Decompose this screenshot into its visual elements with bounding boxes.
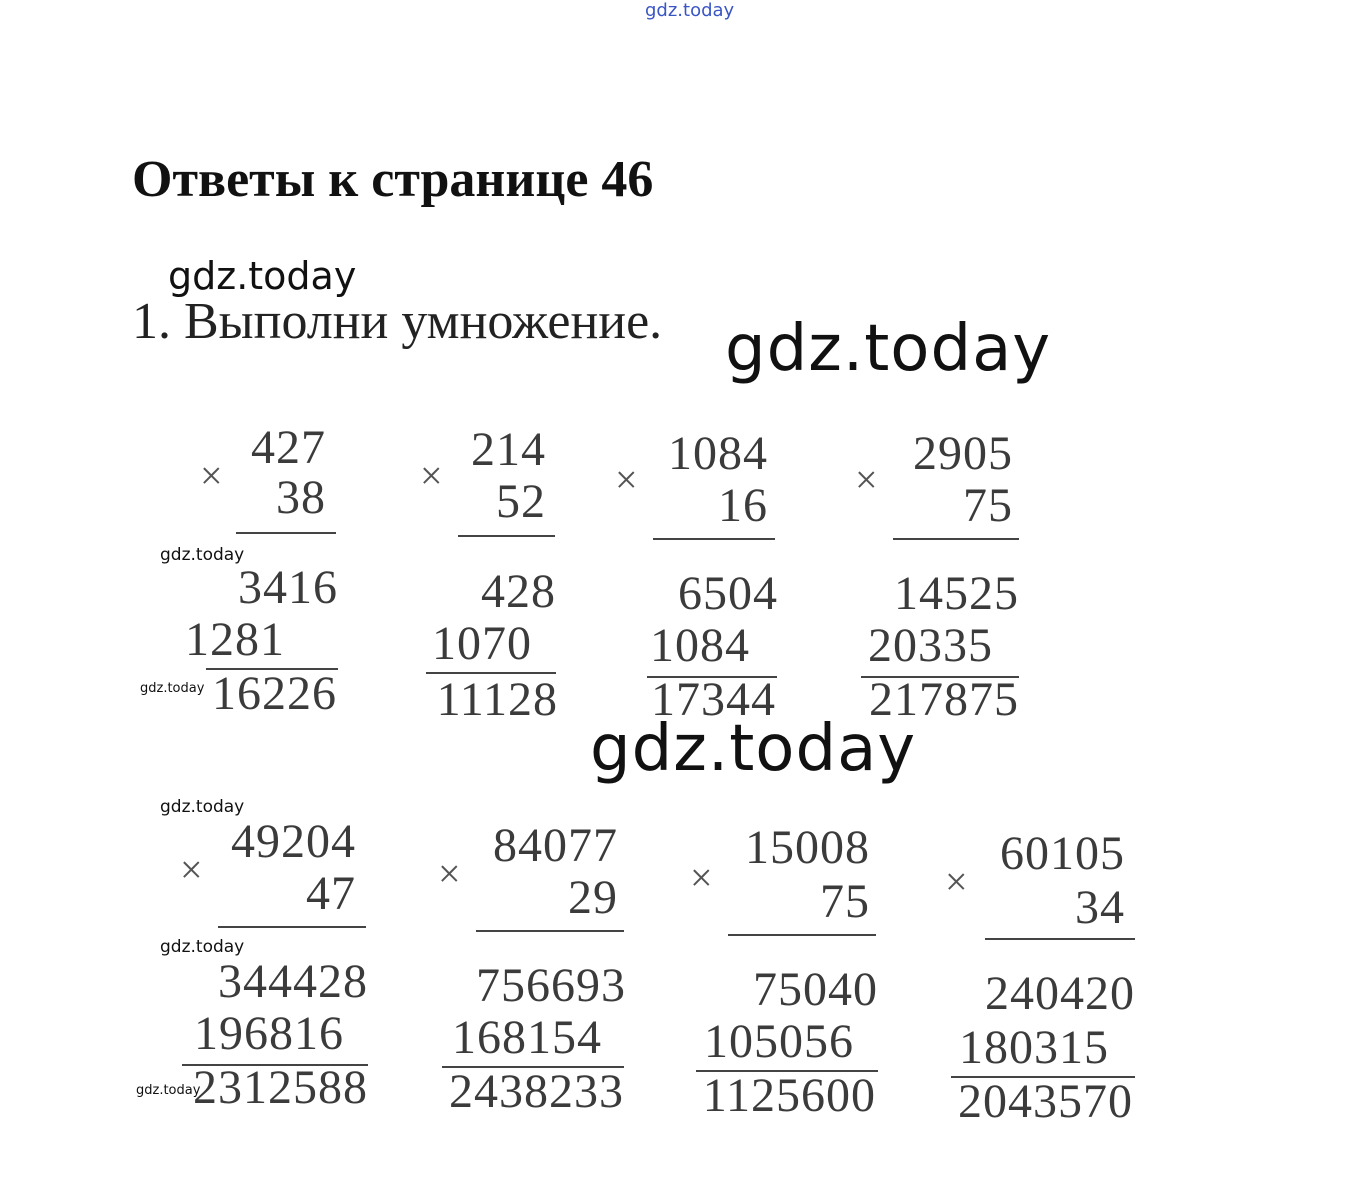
times-sign: × — [615, 457, 638, 502]
product-result: 2043570 — [958, 1075, 1133, 1128]
times-sign: × — [180, 847, 203, 892]
multiplier: 38 — [276, 471, 326, 524]
multiplier: 34 — [1075, 881, 1125, 934]
times-sign: × — [420, 453, 443, 498]
multiplication-problem — [615, 420, 780, 740]
partial-product-2: 1281 — [185, 613, 285, 666]
watermark: gdz.today — [160, 797, 245, 817]
rule-line — [218, 926, 366, 928]
multiplier: 52 — [496, 475, 546, 528]
partial-product-1: 240420 — [985, 967, 1135, 1020]
rule-line — [236, 532, 336, 534]
times-sign: × — [690, 855, 713, 900]
partial-product-1: 6504 — [678, 567, 778, 620]
product-result: 2312588 — [193, 1061, 368, 1114]
multiplier: 75 — [963, 479, 1013, 532]
partial-product-2: 20335 — [868, 619, 993, 672]
multiplication-problem — [185, 420, 340, 740]
task-label: 1. Выполни умножение. — [132, 293, 663, 350]
times-sign: × — [438, 851, 461, 896]
product-result: 1125600 — [702, 1069, 876, 1122]
multiplication-problem — [855, 420, 1025, 740]
rule-line — [653, 538, 775, 540]
times-sign: × — [200, 453, 223, 498]
partial-product-2: 1070 — [432, 617, 532, 670]
partial-product-2: 196816 — [194, 1007, 344, 1060]
partial-product-2: 1084 — [650, 619, 750, 672]
watermark: gdz.today — [160, 937, 245, 957]
watermark: gdz.today — [160, 545, 245, 565]
multiplicand: 214 — [471, 423, 546, 476]
rule-line — [728, 934, 876, 936]
rule-line — [476, 930, 624, 932]
product-result: 2438233 — [449, 1065, 624, 1118]
partial-product-1: 428 — [481, 565, 556, 618]
watermark: gdz.today — [725, 312, 1052, 386]
watermark: gdz.today — [590, 712, 917, 786]
partial-product-1: 756693 — [476, 959, 626, 1012]
multiplicand: 2905 — [913, 427, 1013, 480]
rule-line — [893, 538, 1019, 540]
multiplicand: 49204 — [231, 815, 356, 868]
product-result: 11128 — [436, 673, 558, 726]
partial-product-1: 14525 — [894, 567, 1019, 620]
multiplicand: 427 — [251, 421, 326, 474]
multiplicand: 1084 — [668, 427, 768, 480]
multiplicand: 15008 — [745, 821, 870, 874]
multiplier: 29 — [568, 871, 618, 924]
multiplier: 75 — [820, 875, 870, 928]
rule-line — [985, 938, 1135, 940]
times-sign: × — [945, 859, 968, 904]
partial-product-1: 3416 — [238, 561, 338, 614]
partial-product-1: 75040 — [753, 963, 878, 1016]
multiplication-problem — [438, 810, 628, 1130]
watermark-top: gdz.today — [645, 0, 735, 21]
watermark: gdz.today — [140, 681, 205, 696]
times-sign: × — [855, 457, 878, 502]
watermark: gdz.today — [136, 1083, 201, 1098]
multiplication-problem — [945, 810, 1137, 1130]
multiplication-problem — [180, 810, 370, 1130]
product-result: 17344 — [651, 673, 776, 726]
product-result: 217875 — [869, 673, 1019, 726]
multiplication-problem — [420, 420, 560, 740]
multiplicand: 84077 — [493, 819, 618, 872]
partial-product-2: 180315 — [959, 1021, 1109, 1074]
multiplier: 16 — [718, 479, 768, 532]
partial-product-2: 105056 — [704, 1015, 854, 1068]
multiplicand: 60105 — [1000, 827, 1125, 880]
multiplier: 47 — [306, 867, 356, 920]
partial-product-2: 168154 — [452, 1011, 602, 1064]
product-result: 16226 — [212, 667, 337, 720]
watermark: gdz.today — [168, 254, 357, 298]
page-title: Ответы к странице 46 — [132, 151, 654, 208]
rule-line — [458, 535, 555, 537]
multiplication-problem — [690, 810, 880, 1130]
partial-product-1: 344428 — [218, 955, 368, 1008]
